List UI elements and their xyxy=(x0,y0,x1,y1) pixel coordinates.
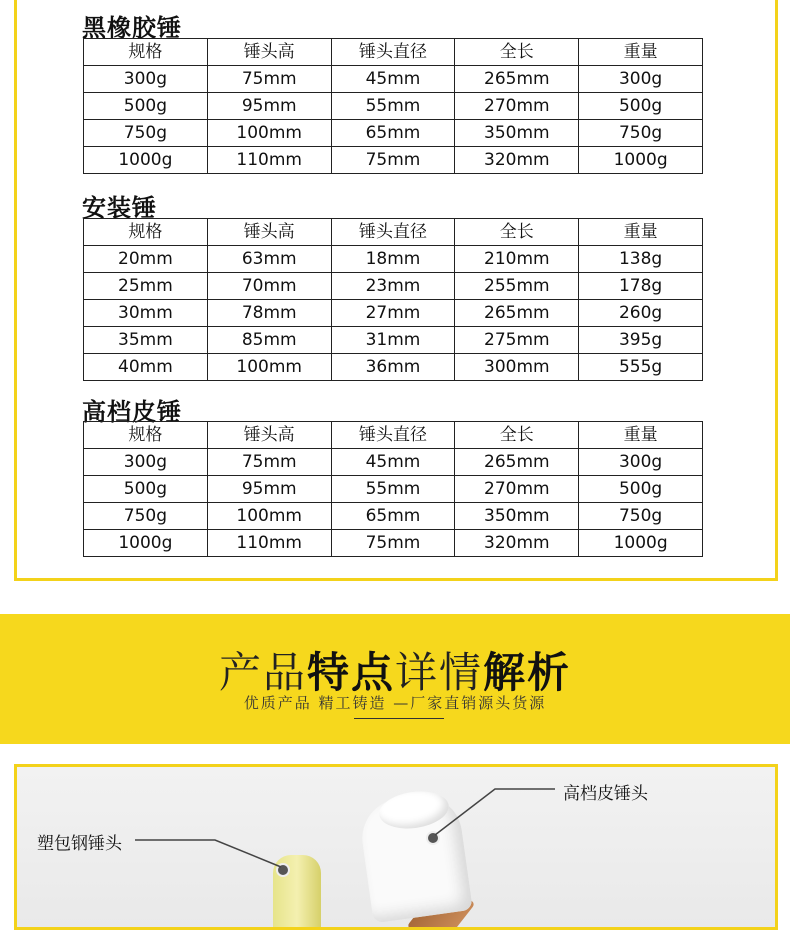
table-cell: 20mm xyxy=(84,246,208,273)
callout-leather-head: 高档皮锤头 xyxy=(563,784,648,804)
table-cell: 500g xyxy=(84,476,208,503)
table-cell: 500g xyxy=(579,476,703,503)
spec-table-install-hammer xyxy=(83,218,703,381)
table-cell: 750g xyxy=(84,120,208,147)
banner-title-part4: 解析 xyxy=(483,648,572,697)
table-cell: 210mm xyxy=(455,246,579,273)
table-cell: 36mm xyxy=(331,354,455,381)
section-title-leather-hammer: 高档皮锤 xyxy=(82,398,182,426)
callout-plastic-steel-head: 塑包钢锤头 xyxy=(37,834,122,854)
table-cell: 1000g xyxy=(579,530,703,557)
table-cell: 555g xyxy=(579,354,703,381)
table-cell: 320mm xyxy=(455,147,579,174)
table-cell: 300g xyxy=(84,66,208,93)
table-cell: 31mm xyxy=(331,327,455,354)
table-cell: 78mm xyxy=(207,300,331,327)
table-row xyxy=(84,327,703,354)
table-cell: 1000g xyxy=(579,147,703,174)
table-cell: 395g xyxy=(579,327,703,354)
table-row xyxy=(84,449,703,476)
table-cell: 27mm xyxy=(331,300,455,327)
table-cell: 500g xyxy=(579,93,703,120)
header-cell: 全长 xyxy=(455,39,579,66)
table-cell: 100mm xyxy=(207,354,331,381)
banner-title-part1: 产品 xyxy=(218,648,307,697)
table-cell: 100mm xyxy=(207,120,331,147)
table-cell: 45mm xyxy=(331,66,455,93)
table-cell: 300g xyxy=(84,449,208,476)
feature-banner xyxy=(0,614,790,744)
table-cell: 350mm xyxy=(455,503,579,530)
header-cell: 重量 xyxy=(579,219,703,246)
header-cell: 规格 xyxy=(84,39,208,66)
banner-title xyxy=(0,640,790,700)
header-cell: 锤头高 xyxy=(207,422,331,449)
table-cell: 75mm xyxy=(331,147,455,174)
table-cell: 500g xyxy=(84,93,208,120)
table-row xyxy=(84,530,703,557)
table-row xyxy=(84,93,703,120)
banner-title-part2: 特点 xyxy=(306,648,395,697)
table-cell: 110mm xyxy=(207,147,331,174)
spec-table-black-rubber xyxy=(83,38,703,174)
table-row xyxy=(84,503,703,530)
header-cell: 重量 xyxy=(579,422,703,449)
table-row xyxy=(84,300,703,327)
table-cell: 100mm xyxy=(207,503,331,530)
table-cell: 63mm xyxy=(207,246,331,273)
table-cell: 270mm xyxy=(455,476,579,503)
table-cell: 18mm xyxy=(331,246,455,273)
callout-lines xyxy=(17,767,775,927)
table-row xyxy=(84,273,703,300)
spec-table-leather-hammer xyxy=(83,421,703,557)
table-cell: 45mm xyxy=(331,449,455,476)
table-cell: 55mm xyxy=(331,93,455,120)
table-cell: 110mm xyxy=(207,530,331,557)
table-cell: 40mm xyxy=(84,354,208,381)
header-cell: 锤头直径 xyxy=(331,422,455,449)
table-cell: 85mm xyxy=(207,327,331,354)
table-cell: 25mm xyxy=(84,273,208,300)
table-cell: 75mm xyxy=(331,530,455,557)
banner-title-part3: 详情 xyxy=(395,648,484,697)
table-cell: 265mm xyxy=(455,449,579,476)
table-cell: 300g xyxy=(579,449,703,476)
table-cell: 138g xyxy=(579,246,703,273)
table-cell: 275mm xyxy=(455,327,579,354)
header-cell: 重量 xyxy=(579,39,703,66)
table-cell: 350mm xyxy=(455,120,579,147)
table-cell: 265mm xyxy=(455,66,579,93)
table-header-row xyxy=(84,422,703,449)
table-cell: 95mm xyxy=(207,93,331,120)
table-cell: 1000g xyxy=(84,147,208,174)
header-cell: 锤头高 xyxy=(207,39,331,66)
banner-underline xyxy=(354,718,444,719)
table-cell: 255mm xyxy=(455,273,579,300)
table-header-row xyxy=(84,39,703,66)
table-cell: 265mm xyxy=(455,300,579,327)
header-cell: 锤头直径 xyxy=(331,219,455,246)
header-cell: 锤头直径 xyxy=(331,39,455,66)
table-row xyxy=(84,476,703,503)
table-row xyxy=(84,147,703,174)
header-cell: 规格 xyxy=(84,219,208,246)
header-cell: 规格 xyxy=(84,422,208,449)
table-row xyxy=(84,246,703,273)
table-cell: 270mm xyxy=(455,93,579,120)
section-title-install-hammer: 安装锤 xyxy=(82,194,157,222)
table-cell: 35mm xyxy=(84,327,208,354)
header-cell: 全长 xyxy=(455,422,579,449)
table-cell: 23mm xyxy=(331,273,455,300)
table-cell: 750g xyxy=(84,503,208,530)
table-cell: 95mm xyxy=(207,476,331,503)
table-cell: 178g xyxy=(579,273,703,300)
table-cell: 300g xyxy=(579,66,703,93)
header-cell: 锤头高 xyxy=(207,219,331,246)
section-title-black-rubber: 黑橡胶锤 xyxy=(82,14,182,42)
table-header-row xyxy=(84,219,703,246)
table-cell: 1000g xyxy=(84,530,208,557)
banner-subtitle: 优质产品 精工铸造 —厂家直销源头货源 xyxy=(243,694,547,712)
table-cell: 750g xyxy=(579,503,703,530)
table-cell: 75mm xyxy=(207,66,331,93)
header-cell: 全长 xyxy=(455,219,579,246)
table-row xyxy=(84,120,703,147)
table-cell: 750g xyxy=(579,120,703,147)
table-cell: 65mm xyxy=(331,503,455,530)
product-image-panel xyxy=(14,764,778,930)
table-cell: 300mm xyxy=(455,354,579,381)
table-row xyxy=(84,66,703,93)
table-cell: 75mm xyxy=(207,449,331,476)
table-cell: 30mm xyxy=(84,300,208,327)
table-cell: 55mm xyxy=(331,476,455,503)
table-cell: 65mm xyxy=(331,120,455,147)
table-cell: 320mm xyxy=(455,530,579,557)
table-cell: 260g xyxy=(579,300,703,327)
table-row xyxy=(84,354,703,381)
table-cell: 70mm xyxy=(207,273,331,300)
